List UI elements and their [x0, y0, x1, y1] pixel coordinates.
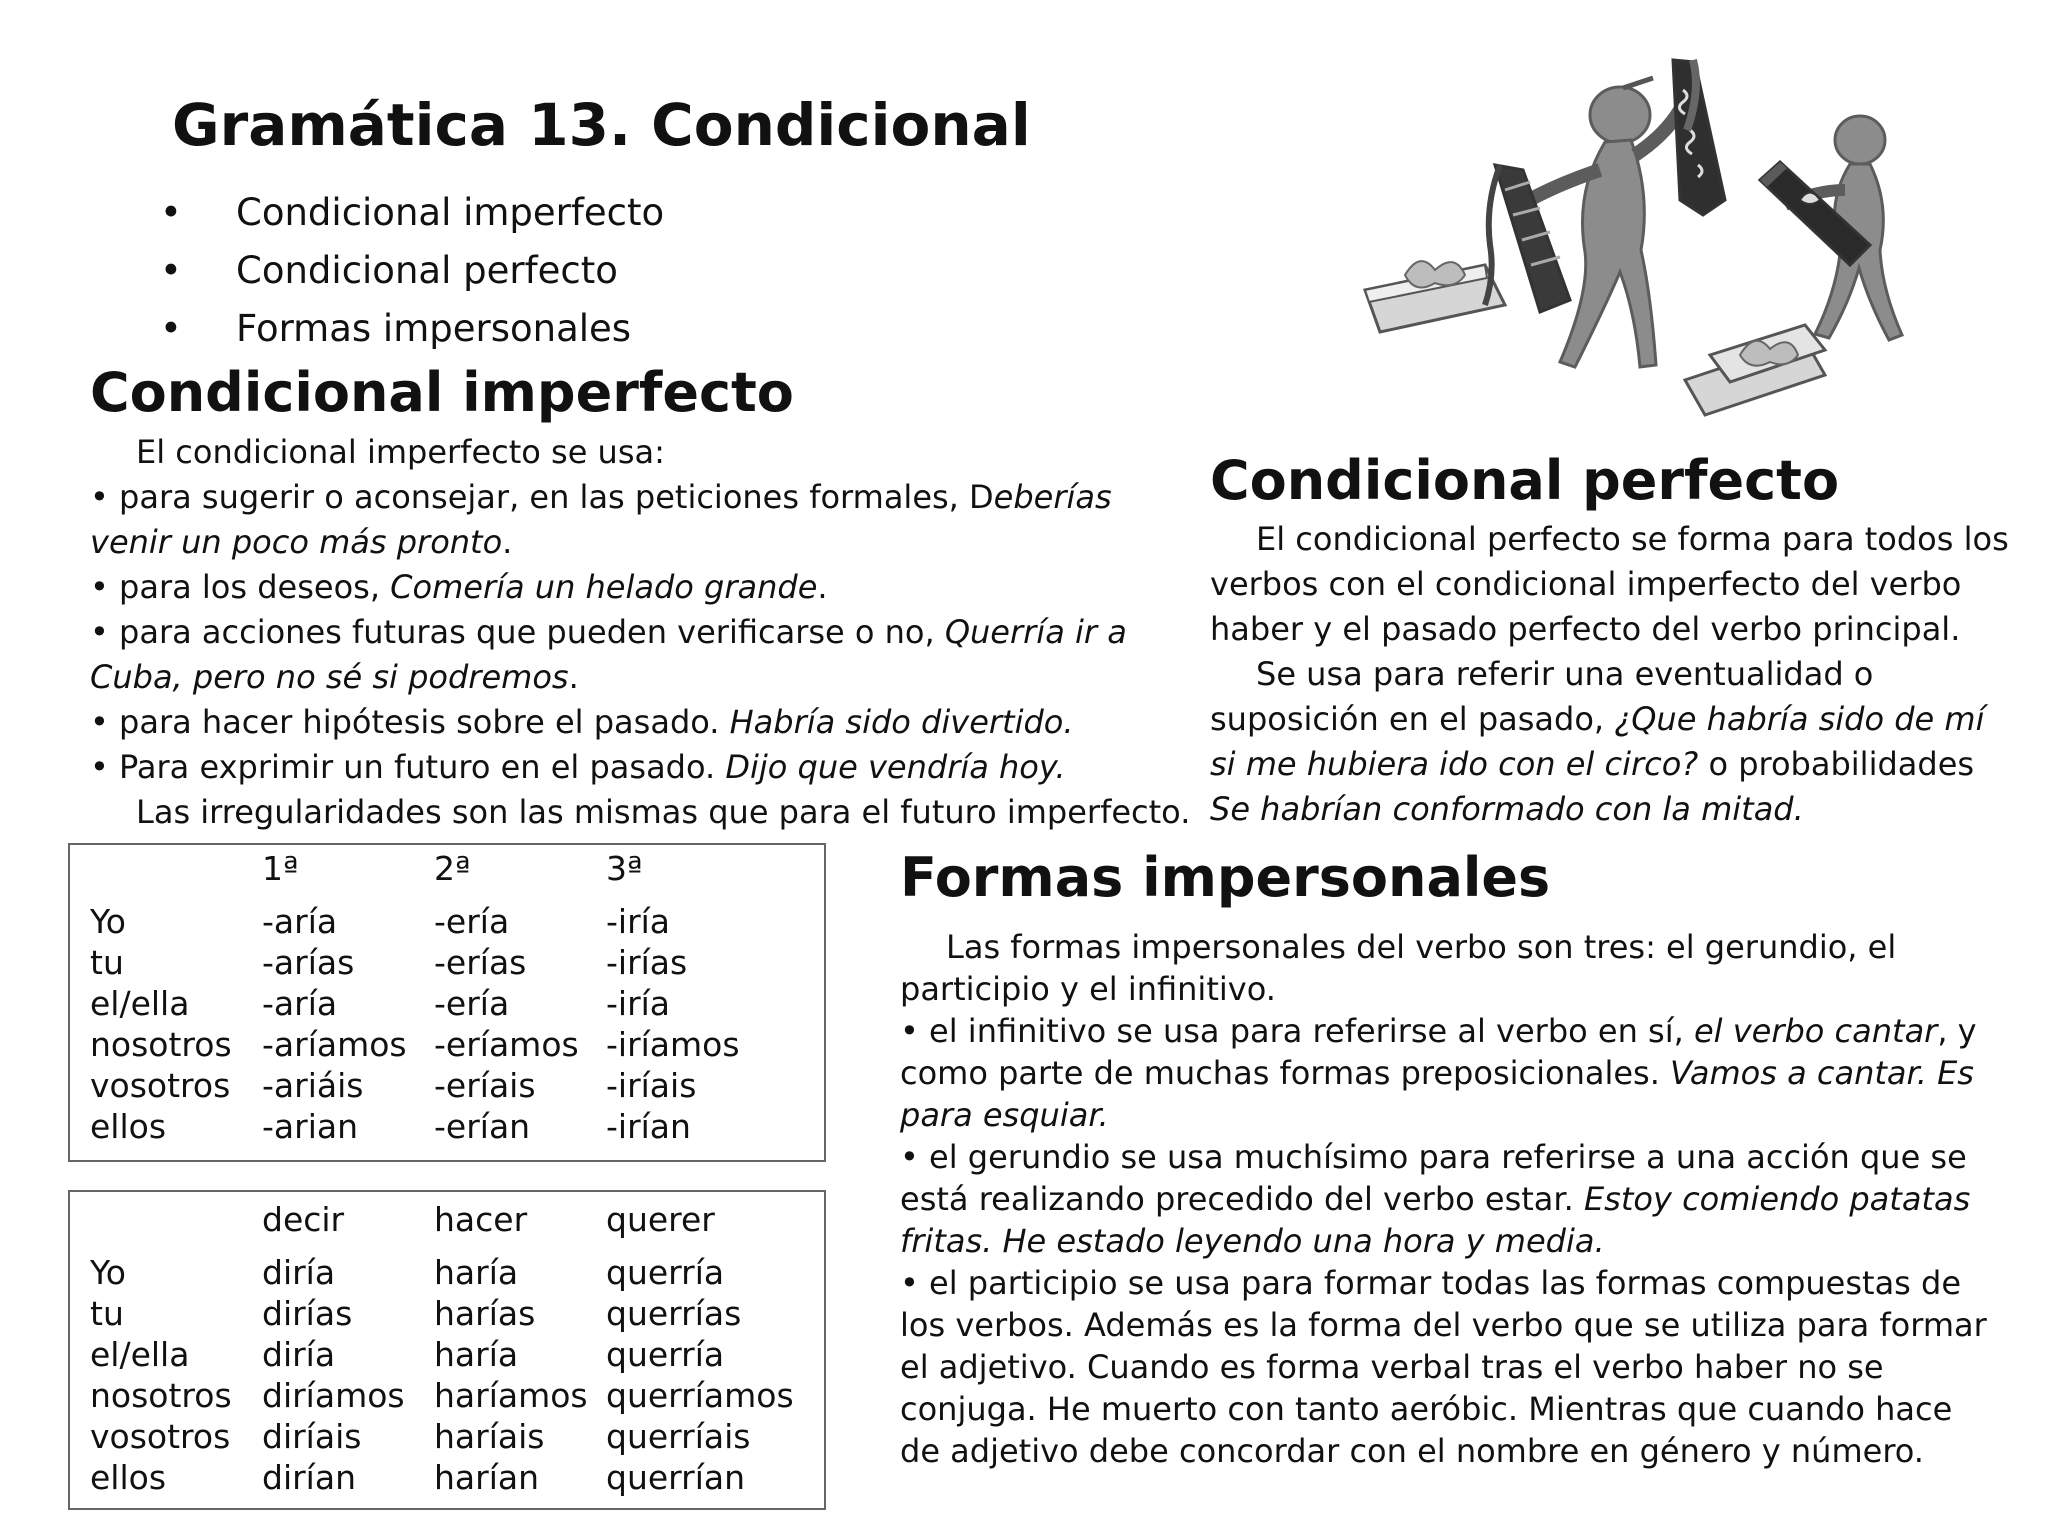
endings-table	[90, 849, 796, 1147]
paragraph-example: Estoy comiendo patatas fritas. He estado leyendo una hora y media.	[900, 1180, 1971, 1260]
irregular-verbs-table-box	[68, 1190, 826, 1510]
paragraph-example: Vamos a cantar. Es para esquiar.	[900, 1054, 1974, 1134]
table-cell: -irías	[606, 943, 688, 982]
table-cell: -eríamos	[434, 1025, 579, 1064]
table-cell: Yo	[90, 1253, 126, 1292]
table-cell: haríais	[434, 1417, 545, 1456]
table-cell: diríais	[262, 1417, 362, 1456]
table-cell: nosotros	[90, 1025, 232, 1064]
table-cell: Yo	[90, 902, 126, 941]
table-cell: -erías	[434, 943, 527, 982]
use-example: eberías venir un poco más pronto	[90, 478, 1112, 561]
table-cell: ellos	[90, 1107, 167, 1146]
table-cell: diría	[262, 1253, 336, 1292]
table-cell: -aríamos	[262, 1025, 407, 1064]
paragraph-text: o probabilidades	[1698, 745, 1975, 783]
table-row	[90, 1334, 796, 1375]
imperfecto-use-4	[90, 700, 1190, 745]
use-example: Querría ir a Cuba, pero no sé si podremos	[90, 613, 1127, 696]
table-cell: -aría	[262, 902, 338, 941]
table-cell: nosotros	[90, 1376, 232, 1415]
irregular-verbs-table	[90, 1200, 796, 1498]
imperfecto-use-5	[90, 745, 1190, 790]
use-text: • para acciones futuras que pueden verificarse o no,	[90, 613, 945, 651]
header-cell: querer	[606, 1200, 715, 1239]
table-row	[90, 1106, 796, 1147]
header-cell: 3ª	[606, 849, 643, 888]
table-cell: tu	[90, 943, 124, 982]
table-cell: diría	[262, 1335, 336, 1374]
table-cell: diríamos	[262, 1376, 405, 1415]
table-cell: el/ella	[90, 984, 190, 1023]
table-cell: vosotros	[90, 1066, 231, 1105]
table-cell: querrían	[606, 1458, 746, 1497]
endings-table-box	[68, 843, 826, 1162]
impersonales-gerundio	[900, 1136, 2000, 1262]
paragraph-text: • el infinitivo se usa para referirse al verbo en sí,	[900, 1012, 1694, 1050]
table-cell: el/ella	[90, 1335, 190, 1374]
use-text: • Para exprimir un futuro en el pasado.	[90, 748, 726, 786]
use-example: Dijo que vendría hoy.	[725, 748, 1066, 786]
table-row	[90, 1457, 796, 1498]
perfecto-paragraph-2	[1210, 652, 2020, 832]
imperfecto-closing: Las irregularidades son las mismas que para el futuro imperfecto.	[136, 793, 1191, 831]
table-cell: -irían	[606, 1107, 691, 1146]
table-row	[90, 983, 796, 1024]
table-cell: -iríamos	[606, 1025, 740, 1064]
paragraph-example: Se habrían conformado con la mitad.	[1210, 790, 1804, 828]
table-row	[90, 1416, 796, 1457]
header-cell	[90, 1200, 262, 1252]
table-cell: -ería	[434, 984, 510, 1023]
table-cell: querríamos	[606, 1376, 794, 1415]
table-cell: haría	[434, 1335, 519, 1374]
topic-list	[150, 184, 664, 358]
table-cell: harían	[434, 1458, 540, 1497]
use-text: • para los deseos,	[90, 568, 391, 606]
imperfecto-use-3	[90, 610, 1190, 700]
section-heading-perfecto: Condicional perfecto	[1210, 449, 1840, 512]
header-cell: 2ª	[434, 849, 471, 888]
table-header-row	[90, 849, 796, 901]
paragraph-text: • el gerundio se usa muchísimo para referirse a una acción que se está realizando precedido del verbo estar.	[900, 1138, 1967, 1218]
topic-item: • Condicional perfecto	[150, 242, 664, 300]
paragraph-text: , y como parte de muchas formas preposicionales.	[900, 1012, 1977, 1092]
table-header-row	[90, 1200, 796, 1252]
table-cell: dirías	[262, 1294, 353, 1333]
table-cell: querría	[606, 1335, 725, 1374]
table-row	[90, 1065, 796, 1106]
use-example: Comería un helado grande	[390, 568, 818, 606]
table-cell: -arías	[262, 943, 355, 982]
table-cell: ellos	[90, 1458, 167, 1497]
table-row	[90, 1293, 796, 1334]
imperfecto-use-1	[90, 475, 1190, 565]
perfecto-body	[1210, 517, 2020, 832]
page-title: Gramática 13. Condicional	[172, 91, 1031, 159]
table-cell: tu	[90, 1294, 124, 1333]
table-cell: dirían	[262, 1458, 356, 1497]
header-cell: decir	[262, 1200, 345, 1239]
table-cell: -iría	[606, 984, 671, 1023]
table-cell: -erían	[434, 1107, 531, 1146]
use-end: .	[502, 523, 513, 561]
paragraph-example: ¿Que habría sido de mí si me hubiera ido con el circo?	[1210, 700, 1985, 783]
use-text: • para sugerir o aconsejar, en las peticiones formales, D	[90, 478, 994, 516]
perfecto-paragraph-1: El condicional perfecto se forma para todos los verbos con el condicional imperfecto del verbo haber y el pasado perfecto del verbo principal.	[1210, 520, 2009, 648]
topic-item: • Formas impersonales	[150, 300, 664, 358]
header-cell: 1ª	[262, 849, 299, 888]
table-cell: haría	[434, 1253, 519, 1292]
table-cell: -eríais	[434, 1066, 536, 1105]
imperfecto-body	[90, 430, 1190, 835]
header-cell	[90, 849, 262, 901]
paragraph-example: el verbo cantar	[1693, 1012, 1938, 1050]
table-cell: -ariáis	[262, 1066, 364, 1105]
imperfecto-use-2	[90, 565, 1190, 610]
table-row	[90, 942, 796, 983]
table-row	[90, 1252, 796, 1293]
use-end: .	[817, 568, 828, 606]
topic-item: • Condicional imperfecto	[150, 184, 664, 242]
table-cell: haríamos	[434, 1376, 588, 1415]
section-heading-impersonales: Formas impersonales	[900, 846, 1551, 909]
use-text: • para hacer hipótesis sobre el pasado.	[90, 703, 730, 741]
table-cell: -aría	[262, 984, 338, 1023]
table-row	[90, 1024, 796, 1065]
table-cell: -arian	[262, 1107, 359, 1146]
impersonales-intro: Las formas impersonales del verbo son tres: el gerundio, el participio y el infinitivo.	[900, 928, 1897, 1008]
table-row	[90, 901, 796, 942]
table-cell: -ería	[434, 902, 510, 941]
table-cell: querría	[606, 1253, 725, 1292]
use-example: Habría sido divertido.	[729, 703, 1074, 741]
impersonales-participio: • el participio se usa para formar todas las formas compuestas de los verbos. Además es la forma del verbo que se utiliza para formar el adjetivo. Cuando es forma verbal tras el verbo haber no se conjuga. He muerto con tanto aeróbic. Mientras que cuando hace de adjetivo debe concordar con el nombre en género y número.	[900, 1264, 1987, 1470]
table-cell: harías	[434, 1294, 536, 1333]
table-cell: querríais	[606, 1417, 751, 1456]
table-cell: vosotros	[90, 1417, 231, 1456]
impersonales-infinitivo	[900, 1010, 2000, 1136]
table-cell: -iríais	[606, 1066, 697, 1105]
figures-with-ties-illustration	[1355, 50, 1935, 430]
table-row	[90, 1375, 796, 1416]
paragraph-text: Se usa para referir una eventualidad o suposición en el pasado,	[1210, 655, 1874, 738]
table-cell: -iría	[606, 902, 671, 941]
use-end: .	[568, 658, 579, 696]
section-heading-imperfecto: Condicional imperfecto	[90, 361, 794, 424]
impersonales-body	[900, 926, 2000, 1472]
header-cell: hacer	[434, 1200, 528, 1239]
imperfecto-intro: El condicional imperfecto se usa:	[136, 433, 665, 471]
table-cell: querrías	[606, 1294, 742, 1333]
